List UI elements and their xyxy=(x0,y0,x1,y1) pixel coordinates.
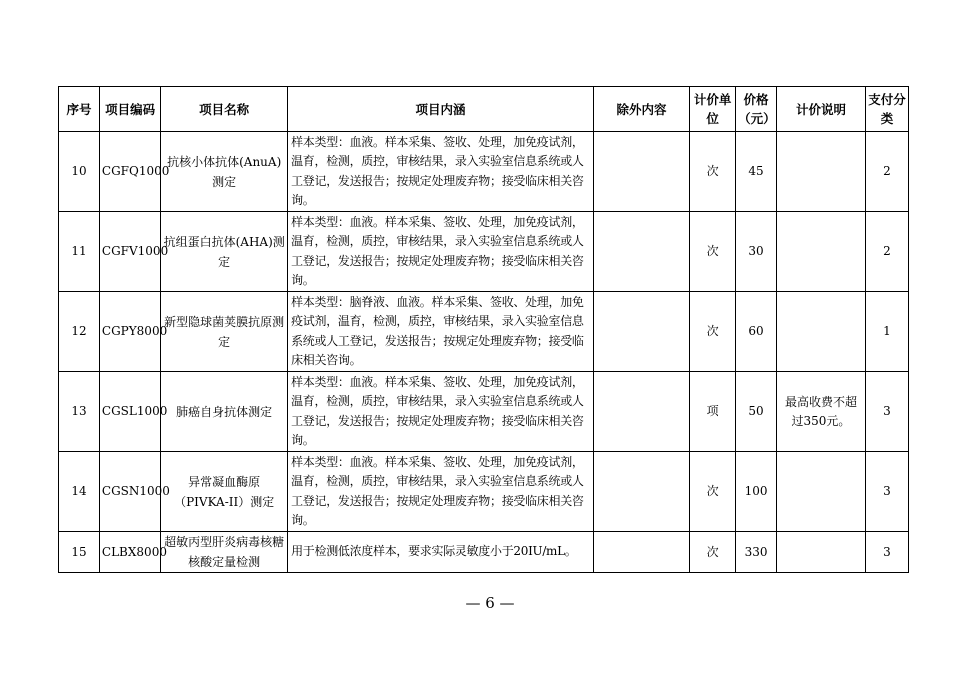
cell-code: CLBX8000 xyxy=(99,532,160,573)
page-number: — 6 — xyxy=(465,594,515,612)
cell-price: 60 xyxy=(736,292,777,372)
cell-category: 3 xyxy=(865,452,908,532)
header-seq: 序号 xyxy=(59,87,100,132)
cell-seq: 12 xyxy=(59,292,100,372)
cell-content: 样本类型：血液。样本采集、签收、处理，加免疫试剂，温育，检测，质控，审核结果，录入实验室信息系统或人工登记，发送报告；按规定处理废弃物；接受临床相关咨询。 xyxy=(288,372,594,452)
table-row xyxy=(59,292,909,372)
cell-name: 异常凝血酶原（PIVKA-II）测定 xyxy=(161,452,288,532)
cell-category: 3 xyxy=(865,372,908,452)
cell-code: CGSL1000 xyxy=(99,372,160,452)
header-content: 项目内涵 xyxy=(288,87,594,132)
cell-seq: 11 xyxy=(59,212,100,292)
cell-category: 2 xyxy=(865,132,908,212)
cell-excluded xyxy=(593,372,689,452)
cell-seq: 10 xyxy=(59,132,100,212)
header-name: 项目名称 xyxy=(161,87,288,132)
table-row xyxy=(59,212,909,292)
cell-price: 50 xyxy=(736,372,777,452)
header-unit: 计价单位 xyxy=(690,87,736,132)
cell-unit: 次 xyxy=(690,292,736,372)
cell-unit: 项 xyxy=(690,372,736,452)
cell-name: 抗组蛋白抗体(AHA)测定 xyxy=(161,212,288,292)
cell-code: CGFV1000 xyxy=(99,212,160,292)
cell-category: 2 xyxy=(865,212,908,292)
cell-category: 1 xyxy=(865,292,908,372)
cell-code: CGPY8000 xyxy=(99,292,160,372)
table-row xyxy=(59,132,909,212)
cell-excluded xyxy=(593,292,689,372)
cell-note xyxy=(776,532,865,573)
table-row xyxy=(59,372,909,452)
cell-name: 抗核小体抗体(AnuA)测定 xyxy=(161,132,288,212)
cell-name: 超敏丙型肝炎病毒核糖核酸定量检测 xyxy=(161,532,288,573)
table-row xyxy=(59,452,909,532)
cell-unit: 次 xyxy=(690,132,736,212)
cell-code: CGSN1000 xyxy=(99,452,160,532)
cell-category: 3 xyxy=(865,532,908,573)
cell-note xyxy=(776,132,865,212)
cell-price: 30 xyxy=(736,212,777,292)
cell-excluded xyxy=(593,452,689,532)
cell-content: 样本类型：脑脊液、血液。样本采集、签收、处理，加免疫试剂，温育，检测，质控，审核结果，录入实验室信息系统或人工登记，发送报告；按规定处理废弃物；接受临床相关咨询。 xyxy=(288,292,594,372)
cell-excluded xyxy=(593,132,689,212)
header-excluded: 除外内容 xyxy=(593,87,689,132)
cell-name: 新型隐球菌荚膜抗原测定 xyxy=(161,292,288,372)
cell-excluded xyxy=(593,212,689,292)
cell-price: 45 xyxy=(736,132,777,212)
header-category: 支付分类 xyxy=(865,87,908,132)
cell-note xyxy=(776,292,865,372)
cell-content: 用于检测低浓度样本，要求实际灵敏度小于20IU/mL。 xyxy=(288,532,594,573)
pricing-table-container xyxy=(58,86,909,573)
table-header-row xyxy=(59,87,909,132)
cell-code: CGFQ1000 xyxy=(99,132,160,212)
header-code: 项目编码 xyxy=(99,87,160,132)
cell-seq: 13 xyxy=(59,372,100,452)
pricing-table xyxy=(58,86,909,573)
header-note: 计价说明 xyxy=(776,87,865,132)
cell-unit: 次 xyxy=(690,452,736,532)
cell-note xyxy=(776,212,865,292)
cell-name: 肺癌自身抗体测定 xyxy=(161,372,288,452)
cell-content: 样本类型：血液。样本采集、签收、处理，加免疫试剂，温育，检测，质控，审核结果，录入实验室信息系统或人工登记，发送报告；按规定处理废弃物；接受临床相关咨询。 xyxy=(288,212,594,292)
cell-content: 样本类型：血液。样本采集、签收、处理，加免疫试剂，温育，检测，质控，审核结果，录入实验室信息系统或人工登记，发送报告；按规定处理废弃物；接受临床相关咨询。 xyxy=(288,452,594,532)
header-price: 价格（元） xyxy=(736,87,777,132)
cell-seq: 15 xyxy=(59,532,100,573)
cell-note xyxy=(776,452,865,532)
cell-excluded xyxy=(593,532,689,573)
table-row xyxy=(59,532,909,573)
cell-seq: 14 xyxy=(59,452,100,532)
cell-price: 330 xyxy=(736,532,777,573)
cell-unit: 次 xyxy=(690,532,736,573)
cell-note: 最高收费不超过350元。 xyxy=(776,372,865,452)
cell-price: 100 xyxy=(736,452,777,532)
cell-unit: 次 xyxy=(690,212,736,292)
cell-content: 样本类型：血液。样本采集、签收、处理，加免疫试剂，温育，检测，质控，审核结果，录入实验室信息系统或人工登记，发送报告；按规定处理废弃物；接受临床相关咨询。 xyxy=(288,132,594,212)
